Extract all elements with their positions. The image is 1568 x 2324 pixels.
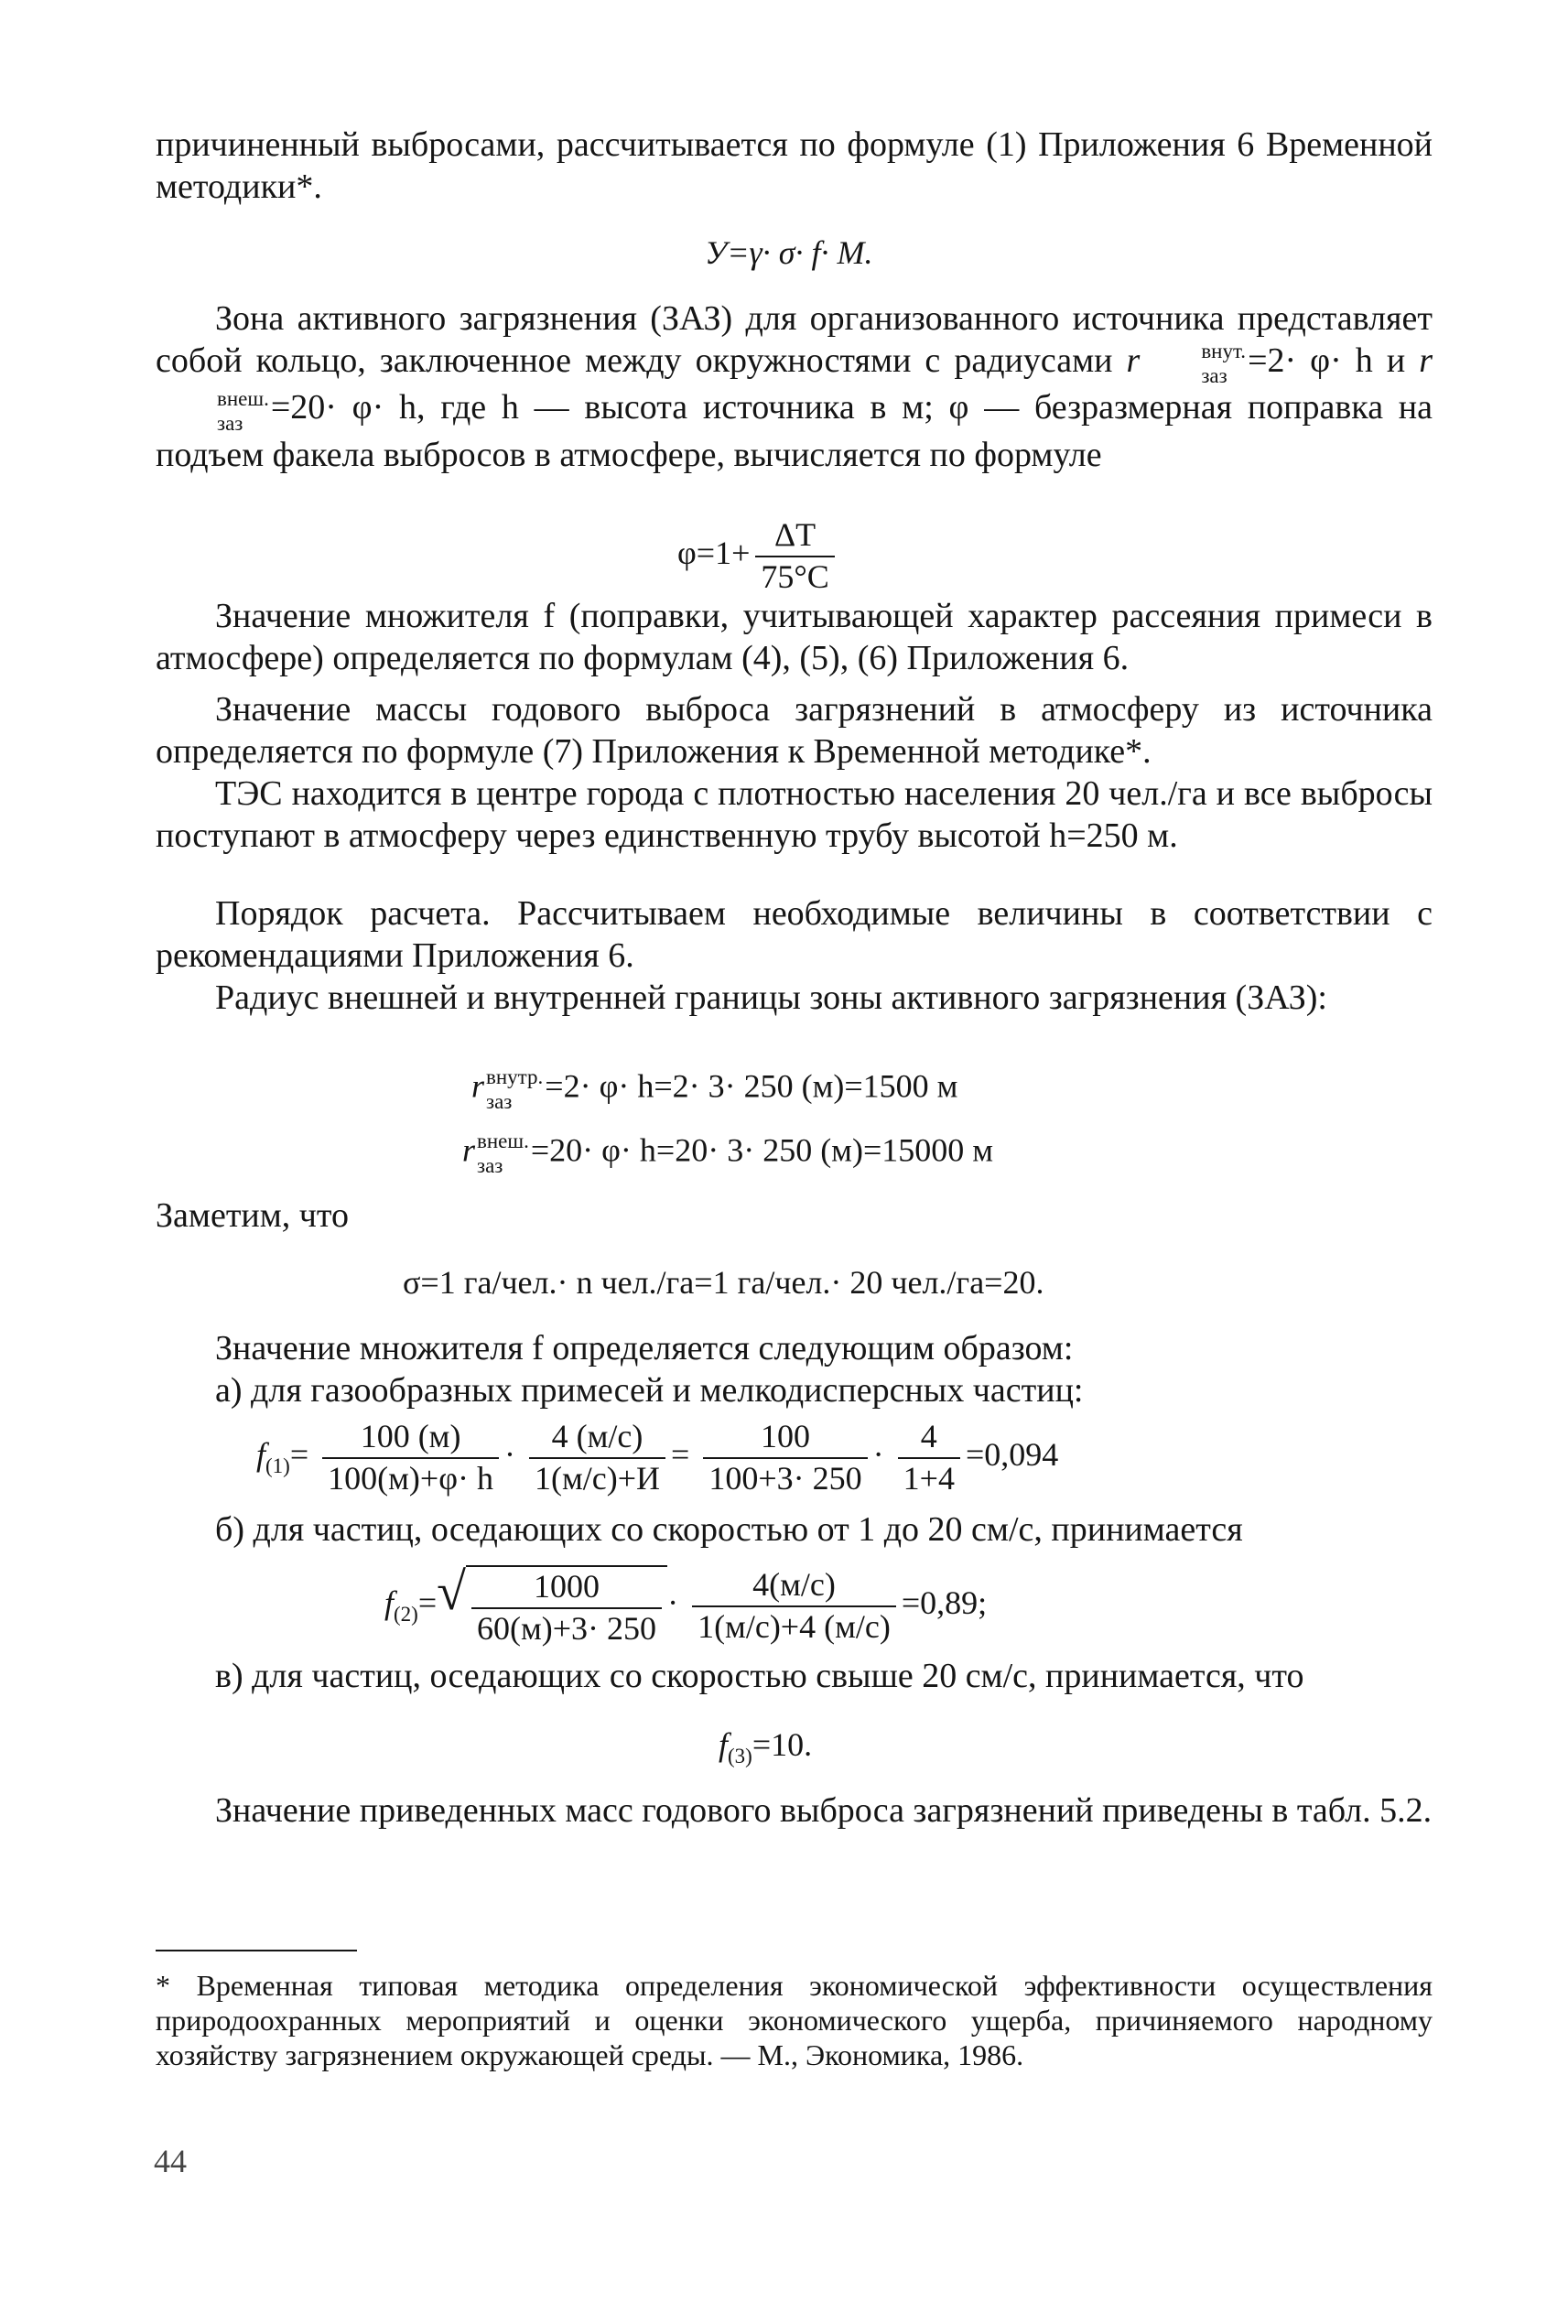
item-c: в) для частиц, оседающих со скоростью свыше 20 см/с, принимается, что xyxy=(215,1657,1304,1695)
zaz-paragraph: Зона активного загрязнения (ЗАЗ) для организованного источника представляет собой кольцо, заключенное между окружностями с радиусами r внут. заз =2· φ· h и r внеш. заз =20· φ· h, где h — высота источника в м; φ — безразмерная поправка на подъем факела выбросов в атмосфере, вычисляется по формуле xyxy=(156,299,1433,474)
final-paragraph: Значение приведенных масс годового выброса загрязнений приведены в табл. 5.2. xyxy=(215,1791,1433,1830)
item-b: б) для частиц, оседающих со скоростью от 1 до 20 см/с, принимается xyxy=(215,1510,1243,1549)
formula-f2: $f_{(2)}=$ √ $\frac{1000}{60(м)+3\cdot 250}$ · $\frac{4(м/с)}{1(м/с)+4 (м/с)}$ =0,89; xyxy=(384,1562,988,1647)
square-root-sign: √ xyxy=(437,1562,466,1621)
multiplier-intro: Значение множителя f определяется следующим образом: а) для газообразных примесей и мелкодисперсных частиц: xyxy=(215,1329,1084,1410)
formula-f1: $f_{(1)}=$ $\frac{100 (м)}{100(м)+\varphi\cdot h}$ · $\frac{4 (м/с)}{1(м/с)+И}$ = $\frac{100}{100+3\cdot 250}$ · $\frac{4}{1+4}$ =0,094 xyxy=(256,1418,1059,1497)
calculation-order-paragraph: Порядок расчета. Рассчитываем необходимые величины в соответствии с рекомендациями Приложения 6. Радиус внешней и внутренней границы зоны активного загрязнения (ЗАЗ): xyxy=(156,894,1433,1017)
r-inner-indices: внут. заз xyxy=(1201,340,1247,388)
footnote: * Временная типовая методика определения экономической эффективности осуществления природоохранных мероприятий и оценки экономического ущерба, причиняемого народному хозяйству загрязнением окружающей среды. — М., Экономика, 1986. xyxy=(156,1969,1433,2071)
intro-paragraph: причиненный выбросами, рассчитывается по формуле (1) Приложения 6 Временной методики*. xyxy=(156,125,1433,206)
page-number: 44 xyxy=(154,2143,187,2179)
footnote-divider xyxy=(156,1950,357,1951)
formula-r-outer: r внеш. заз =20· φ· h=20· 3· 250 (м)=15000 м xyxy=(462,1130,994,1177)
r-outer-indices: внеш. заз xyxy=(217,386,269,435)
formula-f3: $f_{(3)}=10$. xyxy=(719,1726,813,1767)
formula-damage: У=γ· σ· f· M. xyxy=(705,234,873,271)
parameters-paragraphs: Значение множителя f (поправки, учитывающей характер рассеяния примеси в атмосфере) определяется по формулам (4), (5), (6) Приложения 6. Значение массы годового выброса загрязнений в атмосферу из источника определяется по формуле (7) Приложения к Временной методике*. ТЭС находится в центре города с плотностью населения 20 чел./га и все выбросы поступают в атмосферу через единственную трубу высотой h=250 м. xyxy=(156,597,1433,855)
note-paragraph: Заметим, что xyxy=(156,1196,350,1235)
formula-sigma: σ=1 га/чел.· n чел./га=1 га/чел.· 20 чел./га=20. xyxy=(403,1264,1044,1301)
formula-phi: φ=1+ $\frac{\Delta T}{75^\circ C}$ xyxy=(677,517,840,595)
formula-r-inner: r внутр. заз =2· φ· h=2· 3· 250 (м)=1500 м xyxy=(471,1065,958,1113)
